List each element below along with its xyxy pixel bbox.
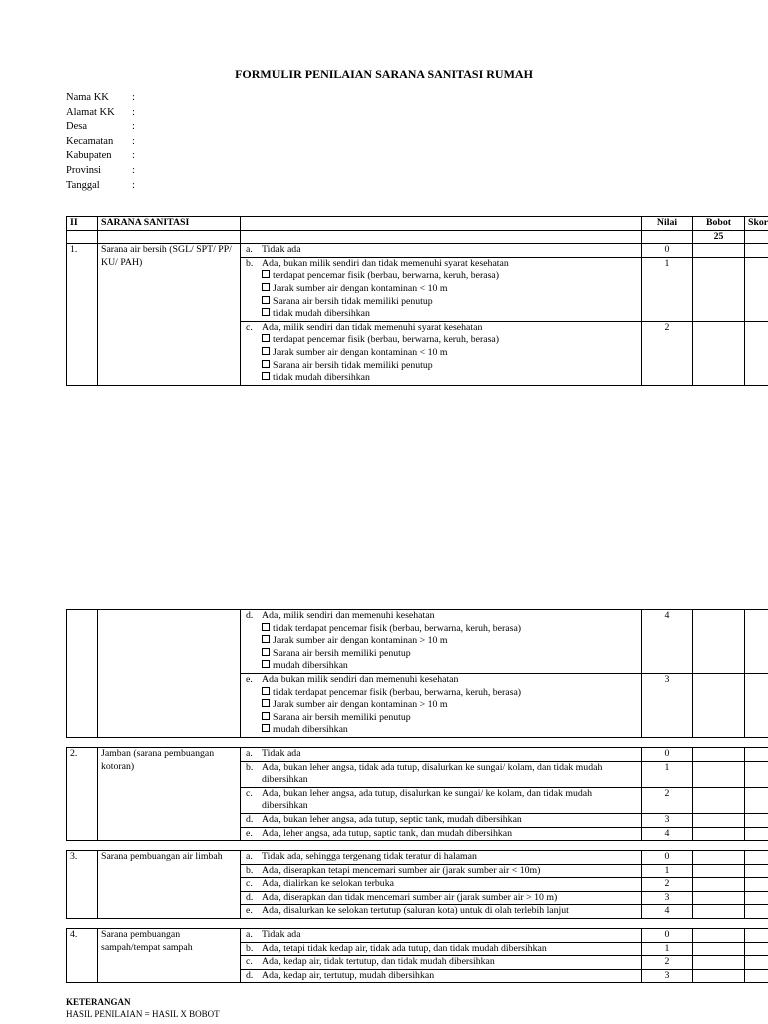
nilai-cell: 0 xyxy=(642,244,693,258)
bobot-cell xyxy=(693,929,745,943)
header-empty-cell xyxy=(745,230,768,244)
option-text: Ada, diserapkan dan tidak mencemari sumber air (jarak sumber air > 10 m) xyxy=(262,891,558,903)
info-separator: : xyxy=(132,150,135,162)
form-title: FORMULIR PENILAIAN SARANA SANITASI RUMAH xyxy=(235,67,533,81)
checkbox-text: mudah dibersihkan xyxy=(273,660,348,672)
checkbox-item xyxy=(244,724,638,737)
checkbox-item xyxy=(244,687,638,700)
household-info xyxy=(66,91,135,193)
s1-name: Sarana air bersih (SGL/ SPT/ PP/ KU/ PAH) xyxy=(98,244,241,386)
option-letter: b. xyxy=(246,761,254,773)
option-letter: e. xyxy=(246,827,253,839)
section-gap xyxy=(67,919,768,929)
header-empty-cell xyxy=(98,230,241,244)
checkbox-item xyxy=(244,635,638,648)
footer-notes xyxy=(66,996,220,1020)
info-label: Kecamatan xyxy=(66,135,114,147)
option-letter: b. xyxy=(246,942,254,954)
gap-cell xyxy=(67,737,768,747)
option-text: Tidak ada xyxy=(262,747,301,759)
bobot-cell xyxy=(693,878,745,892)
header-nilai: Nilai xyxy=(642,217,693,231)
table-header-row-2 xyxy=(67,230,768,244)
checkbox-text: Sarana air bersih memiliki penutup xyxy=(273,647,411,659)
s2-option-d xyxy=(241,813,642,827)
option-letter: c. xyxy=(246,787,253,799)
nilai-cell: 0 xyxy=(642,929,693,943)
option-letter: e. xyxy=(246,905,253,917)
option-text: Ada, milik sendiri dan memenuhi kesehatan xyxy=(262,610,435,621)
option-text: Ada, milik sendiri dan tidak memenuhi syarat kesehatan xyxy=(262,321,483,333)
s4-option-a xyxy=(241,929,642,943)
s1-option-d xyxy=(241,610,642,674)
checkbox-text: Jarak sumber air dengan kontaminan > 10 m xyxy=(273,699,448,711)
bobot-cell xyxy=(693,813,745,827)
checkbox-text: tidak terdapat pencemar fisik (berbau, berwarna, keruh, berasa) xyxy=(273,622,522,634)
s1-option-c xyxy=(241,321,642,385)
checkbox-text: Sarana air bersih memiliki penutup xyxy=(273,711,411,723)
option-text: Ada, dialirkan ke selokan terbuka xyxy=(262,878,394,890)
checkbox-icon[interactable] xyxy=(262,308,270,316)
nilai-cell: 3 xyxy=(642,891,693,905)
s3-name: Sarana pembuangan air limbah xyxy=(98,851,241,919)
skor-cell xyxy=(745,905,768,919)
skor-cell xyxy=(745,851,768,865)
skor-cell xyxy=(745,761,768,787)
option-text: Ada, tetapi tidak kedap air, tidak ada tutup, dan tidak mudah dibersihkan xyxy=(262,942,547,954)
option-letter: d. xyxy=(246,610,254,621)
bobot-cell xyxy=(693,827,745,841)
checkbox-text: Jarak sumber air dengan kontaminan < 10 m xyxy=(273,346,448,358)
checkbox-text: Sarana air bersih tidak memiliki penutup xyxy=(273,295,433,307)
bobot-cell xyxy=(693,851,745,865)
s1-number: 1. xyxy=(67,244,98,386)
s4-option-c xyxy=(241,956,642,970)
gap-cell xyxy=(67,841,768,851)
option-text: Ada, bukan leher angsa, ada tutup, disalurkan ke sungai/ ke kolam, dan tidak mudah dibersihkan xyxy=(262,787,593,812)
nilai-cell: 1 xyxy=(642,942,693,956)
checkbox-item xyxy=(244,699,638,712)
skor-cell xyxy=(745,787,768,813)
checkbox-icon[interactable] xyxy=(262,623,270,631)
checkbox-text: tidak terdapat pencemar fisik (berbau, berwarna, keruh, berasa) xyxy=(273,686,522,698)
checkbox-item xyxy=(244,308,638,321)
skor-cell xyxy=(745,942,768,956)
s3-option-a xyxy=(241,851,642,865)
option-letter: a. xyxy=(246,851,253,863)
s3-number: 3. xyxy=(67,851,98,919)
option-letter: b. xyxy=(246,257,254,269)
s4-option-b xyxy=(241,942,642,956)
s1-cont-name xyxy=(98,610,241,738)
option-text: Ada, kedap air, tertutup, mudah dibersihkan xyxy=(262,969,435,981)
skor-cell xyxy=(745,244,768,258)
section-gap xyxy=(67,737,768,747)
checkbox-item xyxy=(244,648,638,661)
option-letter: d. xyxy=(246,813,254,825)
s4-name: Sarana pembuangan sampah/tempat sampah xyxy=(98,929,241,983)
bobot-cell xyxy=(693,956,745,970)
checkbox-text: tidak mudah dibersihkan xyxy=(273,308,370,320)
skor-cell xyxy=(745,257,768,321)
checkbox-text: Sarana air bersih tidak memiliki penutup xyxy=(273,359,433,371)
option-letter: c. xyxy=(246,956,253,968)
checkbox-item xyxy=(244,270,638,283)
header-empty-cell xyxy=(67,230,98,244)
footer-formula: HASIL PENILAIAN = HASIL X BOBOT xyxy=(66,1009,220,1019)
checkbox-icon[interactable] xyxy=(262,360,270,368)
option-letter: a. xyxy=(246,244,253,256)
gap-cell xyxy=(67,919,768,929)
option-letter: a. xyxy=(246,747,253,759)
option-text: Ada, bukan leher angsa, ada tutup, septic tank, mudah dibersihkan xyxy=(262,813,522,825)
nilai-cell: 2 xyxy=(642,878,693,892)
checkbox-text: terdapat pencemar fisik (berbau, berwarna, keruh, berasa) xyxy=(273,270,500,282)
bobot-cell xyxy=(693,905,745,919)
nilai-cell: 1 xyxy=(642,864,693,878)
option-text: Ada, leher angsa, ada tutup, saptic tank, dan mudah dibersihkan xyxy=(262,827,513,839)
checkbox-text: Jarak sumber air dengan kontaminan > 10 m xyxy=(273,635,448,647)
skor-cell xyxy=(745,610,768,674)
s4-number: 4. xyxy=(67,929,98,983)
s2-option-b xyxy=(241,761,642,787)
skor-cell xyxy=(745,969,768,983)
option-text: Tidak ada, sehingga tergenang tidak teratur di halaman xyxy=(262,851,477,863)
checkbox-icon[interactable] xyxy=(262,648,270,656)
bobot-cell xyxy=(693,891,745,905)
skor-cell xyxy=(745,827,768,841)
info-row-alamat-kk xyxy=(66,106,135,121)
s2-number: 2. xyxy=(67,747,98,840)
bobot-cell xyxy=(693,761,745,787)
option-letter: b. xyxy=(246,864,254,876)
checkbox-text: tidak mudah dibersihkan xyxy=(273,372,370,384)
bobot-value: 25 xyxy=(693,230,745,244)
s1-option-e xyxy=(241,673,642,737)
info-label: Nama KK xyxy=(66,92,109,103)
skor-cell xyxy=(745,813,768,827)
option-text: Ada, disalurkan ke selokan tertutup (saluran kota) untuk di olah terlebih lanjut xyxy=(262,905,569,917)
s3-row-a xyxy=(67,851,768,865)
checkbox-item xyxy=(244,660,638,673)
skor-cell xyxy=(745,891,768,905)
skor-cell xyxy=(745,929,768,943)
s4-row-a xyxy=(67,929,768,943)
option-text: Tidak ada xyxy=(262,244,301,256)
option-letter: a. xyxy=(246,929,253,941)
bobot-cell xyxy=(693,787,745,813)
sanitation-table-part1 xyxy=(66,216,768,386)
info-label: Desa xyxy=(66,121,87,133)
checkbox-item xyxy=(244,283,638,296)
s2-name: Jamban (sarana pembuangan kotoran) xyxy=(98,747,241,840)
checkbox-icon[interactable] xyxy=(262,635,270,643)
s1-option-a xyxy=(241,244,642,258)
info-separator: : xyxy=(132,135,135,147)
option-text: Ada bukan milik sendiri dan memenuhi kesehatan xyxy=(262,673,459,685)
footer-heading: KETERANGAN xyxy=(66,997,131,1007)
checkbox-icon[interactable] xyxy=(262,283,270,291)
nilai-cell: 4 xyxy=(642,827,693,841)
info-row-provinsi xyxy=(66,164,135,179)
nilai-cell: 4 xyxy=(642,610,693,674)
checkbox-icon[interactable] xyxy=(262,347,270,355)
checkbox-icon[interactable] xyxy=(262,270,270,278)
skor-cell xyxy=(745,747,768,761)
info-row-kecamatan xyxy=(66,135,135,150)
s2-option-a xyxy=(241,747,642,761)
skor-cell xyxy=(745,878,768,892)
option-letter: c. xyxy=(246,321,253,333)
checkbox-text: Jarak sumber air dengan kontaminan < 10 m xyxy=(273,282,448,294)
info-label: Provinsi xyxy=(66,164,102,176)
info-separator: : xyxy=(132,121,135,133)
nilai-cell: 1 xyxy=(642,761,693,787)
header-option xyxy=(241,217,642,231)
sanitation-table-part2 xyxy=(66,609,768,983)
s1-cont-number xyxy=(67,610,98,738)
nilai-cell: 2 xyxy=(642,956,693,970)
checkbox-text: mudah dibersihkan xyxy=(273,724,348,736)
s2-row-a xyxy=(67,747,768,761)
nilai-cell: 3 xyxy=(642,969,693,983)
info-label: Alamat KK xyxy=(66,106,115,118)
checkbox-item xyxy=(244,334,638,347)
nilai-cell: 2 xyxy=(642,321,693,385)
skor-cell xyxy=(745,864,768,878)
s3-option-e xyxy=(241,905,642,919)
nilai-cell: 0 xyxy=(642,851,693,865)
nilai-cell: 4 xyxy=(642,905,693,919)
skor-cell xyxy=(745,321,768,385)
option-letter: d. xyxy=(246,969,254,981)
s3-option-c xyxy=(241,878,642,892)
s2-option-e xyxy=(241,827,642,841)
checkbox-item xyxy=(244,296,638,309)
skor-cell xyxy=(745,673,768,737)
checkbox-icon[interactable] xyxy=(262,334,270,342)
checkbox-item xyxy=(244,360,638,373)
bobot-cell xyxy=(693,942,745,956)
info-separator: : xyxy=(132,164,135,176)
info-separator: : xyxy=(132,106,135,118)
header-empty-cell xyxy=(241,230,642,244)
header-empty-cell xyxy=(642,230,693,244)
option-text: Ada, bukan leher angsa, tidak ada tutup, disalurkan ke sungai/ kolam, dan tidak mudah dibersihkan xyxy=(262,761,603,786)
info-separator: : xyxy=(132,92,135,103)
option-text: Tidak ada xyxy=(262,929,301,941)
info-row-kabupaten xyxy=(66,149,135,164)
option-letter: c. xyxy=(246,878,253,890)
checkbox-item xyxy=(244,372,638,385)
header-skor: Skor xyxy=(745,217,768,231)
bobot-cell xyxy=(693,969,745,983)
checkbox-icon[interactable] xyxy=(262,296,270,304)
info-row-nama-kk xyxy=(66,91,135,106)
bobot-cell xyxy=(693,610,745,674)
info-label: Tanggal xyxy=(66,179,100,191)
bobot-cell xyxy=(693,321,745,385)
checkbox-icon[interactable] xyxy=(262,687,270,695)
checkbox-item xyxy=(244,347,638,360)
s1-row-a xyxy=(67,244,768,258)
checkbox-icon[interactable] xyxy=(262,372,270,380)
checkbox-item xyxy=(244,712,638,725)
info-row-desa xyxy=(66,120,135,135)
s2-option-c xyxy=(241,787,642,813)
checkbox-icon[interactable] xyxy=(262,724,270,732)
s1-row-d xyxy=(67,610,768,674)
skor-cell xyxy=(745,956,768,970)
option-text: Ada, diserapkan tetapi mencemari sumber air (jarak sumber air < 10m) xyxy=(262,864,541,876)
info-row-tanggal xyxy=(66,179,135,194)
s1-option-b xyxy=(241,257,642,321)
bobot-cell xyxy=(693,257,745,321)
s3-option-b xyxy=(241,864,642,878)
bobot-cell xyxy=(693,864,745,878)
s4-option-d xyxy=(241,969,642,983)
bobot-cell xyxy=(693,244,745,258)
option-text: Ada, kedap air, tidak tertutup, dan tidak mudah dibersihkan xyxy=(262,956,495,968)
section-gap xyxy=(67,841,768,851)
bobot-cell xyxy=(693,747,745,761)
checkbox-icon[interactable] xyxy=(262,660,270,668)
header-bobot: Bobot xyxy=(693,217,745,231)
bobot-cell xyxy=(693,673,745,737)
header-sarana: SARANA SANITASI xyxy=(98,217,241,231)
nilai-cell: 3 xyxy=(642,673,693,737)
checkbox-text: terdapat pencemar fisik (berbau, berwarna, keruh, berasa) xyxy=(273,334,500,346)
nilai-cell: 3 xyxy=(642,813,693,827)
option-text: Ada, bukan milik sendiri dan tidak memenuhi syarat kesehatan xyxy=(262,257,509,269)
option-letter: d. xyxy=(246,891,254,903)
nilai-cell: 0 xyxy=(642,747,693,761)
checkbox-icon[interactable] xyxy=(262,712,270,720)
info-separator: : xyxy=(132,179,135,191)
table-header-row xyxy=(67,217,768,231)
nilai-cell: 2 xyxy=(642,787,693,813)
checkbox-icon[interactable] xyxy=(262,699,270,707)
header-no: II xyxy=(67,217,98,231)
option-letter: e. xyxy=(246,673,253,685)
checkbox-item xyxy=(244,623,638,636)
nilai-cell: 1 xyxy=(642,257,693,321)
info-label: Kabupaten xyxy=(66,150,112,162)
s3-option-d xyxy=(241,891,642,905)
